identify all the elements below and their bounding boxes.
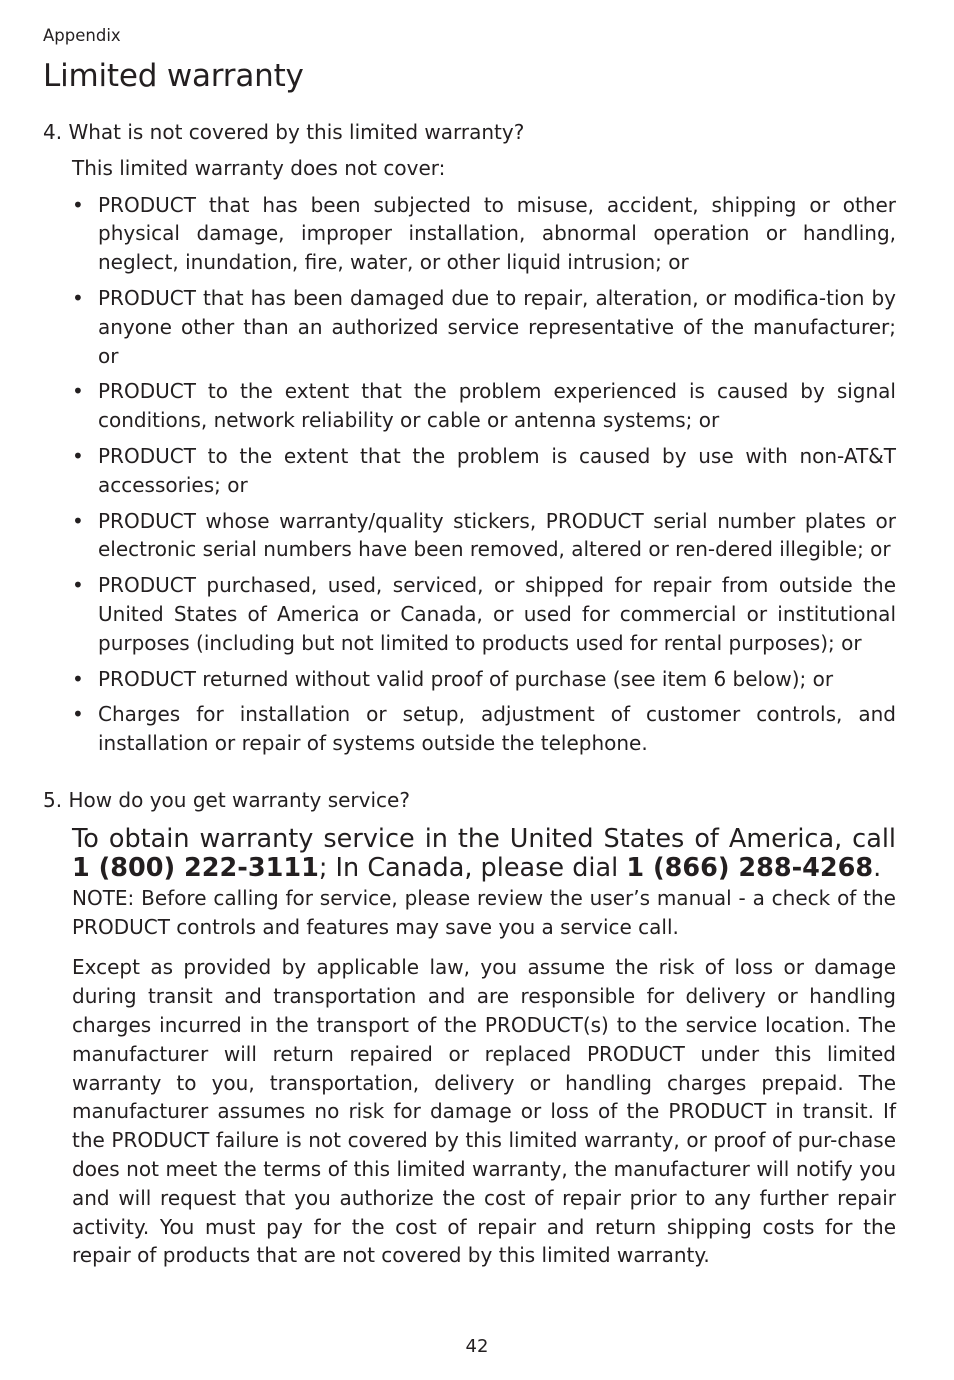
question-4-intro: This limited warranty does not cover: [72,155,446,180]
bullet-icon: • [72,443,84,468]
service-note: NOTE: Before calling for service, please review the user’s manual - a check of the PRODUCT controls and features may save you a service call. [72,885,896,939]
bullet-icon: • [72,702,84,727]
service-phone-info [72,825,896,884]
canada-phone-number: 1 (866) 288-4268 [626,853,874,884]
exclusion-text: Charges for installation or setup, adjustment of customer controls, and installation or repair of systems outside the telephone. [98,702,896,756]
exclusion-item [72,284,896,370]
us-phone-number: 1 (800) 222-3111 [72,853,319,884]
exclusion-text: PRODUCT that has been subjected to misuse, accident, shipping or other physical damage, improper installation, abnormal operation or handling, neglect, inundation, fire, water, or other liquid intrusion; or [98,192,896,275]
shipping-paragraph: Except as provided by applicable law, you assume the risk of loss or damage during transit and transportation and are responsible for delivery or handling charges incurred in the transport of the PRODUCT(s) to the service location. The manufacturer will return repaired or replaced PRODUCT under this limited warranty to you, transportation, delivery or handling charges prepaid. The manufacturer assumes no risk for damage or loss of the PRODUCT in transit. If the PRODUCT failure is not covered by this limited warranty, or proof of pur-chase does not meet the terms of this limited warranty, the manufacturer will notify you and will request that you authorize the cost of repair prior to any further repair activity. You must pay for the cost of repair and return shipping costs for the repair of products that are not covered by this limited warranty. [72,955,896,1268]
exclusion-text: PRODUCT returned without valid proof of purchase (see item 6 below); or [98,666,834,691]
bullet-icon: • [72,508,84,533]
exclusion-text: PRODUCT to the extent that the problem is caused by use with non-AT&T accessories; or [98,443,896,497]
canada-text: ; In Canada, please dial [318,853,619,884]
end-period: . [873,853,882,884]
exclusion-item [72,700,896,758]
exclusion-item [72,507,896,565]
exclusion-item [72,442,896,500]
exclusion-item [72,191,896,277]
call-text: To obtain warranty service in the United States of America, call [72,823,896,854]
bullet-icon: • [72,379,84,404]
exclusion-item [72,571,896,657]
bullet-icon: • [72,192,84,217]
exclusion-text: PRODUCT whose warranty/quality stickers, PRODUCT serial number plates or electronic serial numbers have been removed, altered or ren-dered illegible; or [98,508,896,562]
warranty-content [43,118,896,1270]
question-5: 5. How do you get warranty service? [43,787,410,812]
exclusion-item [72,665,896,694]
bullet-icon: • [72,573,84,598]
page-title: Limited warranty [43,58,304,94]
exclusion-text: PRODUCT purchased, used, serviced, or shipped for repair from outside the United States of America or Canada, or used for commercial or institutional purposes (including but not limited to products used for rental purposes); or [98,573,896,655]
question-4: 4. What is not covered by this limited warranty? [43,120,525,144]
section-label: Appendix [43,26,121,45]
bullet-icon: • [72,285,84,310]
bullet-icon: • [72,666,84,691]
exclusion-item [72,377,896,435]
page-number: 42 [465,1336,489,1357]
exclusion-text: PRODUCT to the extent that the problem experienced is caused by signal conditions, network reliability or cable or antenna systems; or [98,379,896,433]
question-5-answer [72,825,896,1270]
exclusion-list [72,191,896,758]
exclusion-text: PRODUCT that has been damaged due to repair, alteration, or modifica-tion by anyone other than an authorized service representative of the manufacturer; or [98,285,896,368]
